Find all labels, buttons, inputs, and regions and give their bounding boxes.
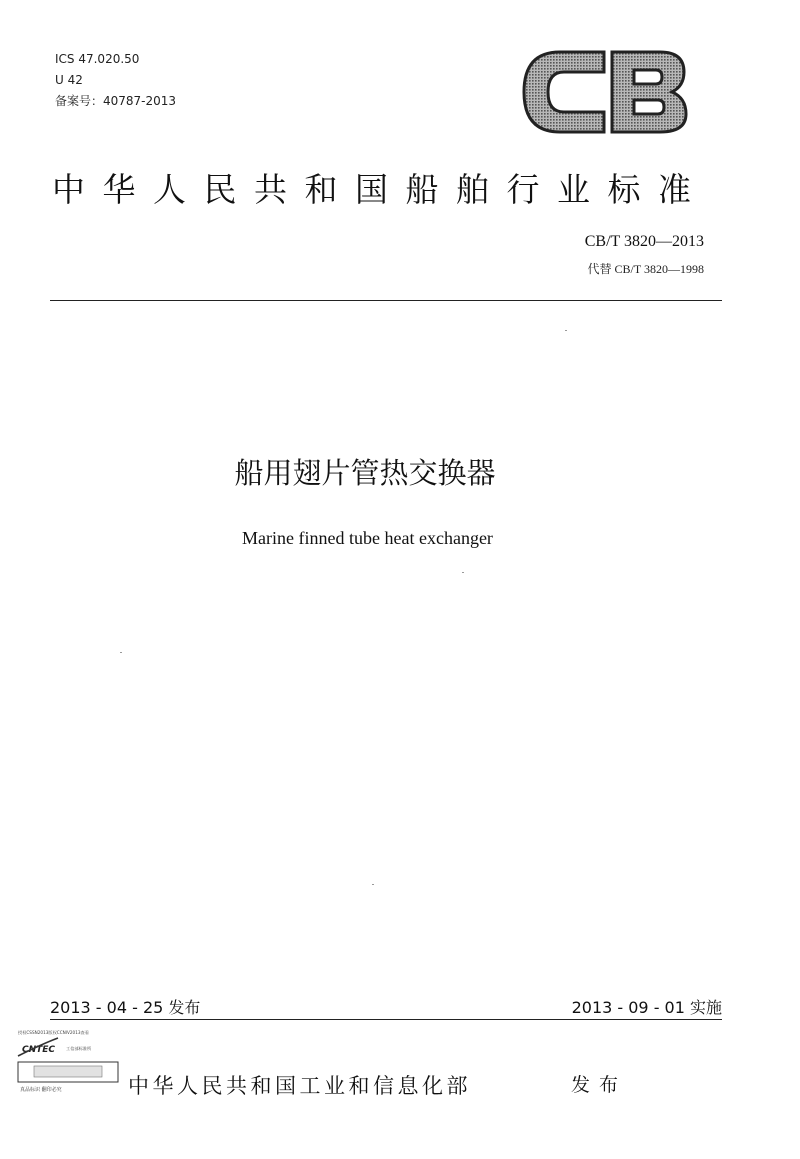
top-divider: [50, 300, 722, 301]
logo-letter-c: [524, 52, 604, 132]
scan-speck: [462, 572, 464, 573]
bottom-divider: [50, 1019, 722, 1020]
stamp-sub-line: 工信部标准所: [66, 1046, 92, 1051]
scan-speck: [120, 652, 122, 653]
standard-number: CB/T 3820—2013: [584, 233, 704, 250]
organization-title: 中华人民共和国船舶行业标准: [52, 170, 709, 209]
scan-speck: [565, 330, 567, 331]
filing-number: 备案号：40787-2013: [55, 94, 177, 108]
replaces-note: 代替 CB/T 3820—1998: [587, 262, 704, 276]
publisher: 中华人民共和国工业和信息化部: [128, 1074, 471, 1098]
stamp-brand: CNTEC: [22, 1045, 56, 1055]
document-title-zh: 船用翅片管热交换器: [234, 456, 496, 490]
stamp-top-line: 授权CSSN2013版权CCNIV2013查看: [18, 1030, 89, 1035]
issue-date: 2013 - 04 - 25 发布: [50, 998, 201, 1017]
ics-code: ICS 47.020.50: [55, 52, 140, 66]
stamp-bottom-line: 真品标识 翻印必究: [20, 1087, 62, 1093]
logo-letter-b: [612, 52, 686, 132]
cb-logo: [520, 44, 690, 140]
effective-date: 2013 - 09 - 01 实施: [571, 998, 722, 1017]
document-title-en: Marine finned tube heat exchanger: [242, 528, 493, 548]
scan-speck: [372, 884, 374, 885]
anti-counterfeit-stamp: [14, 1026, 126, 1098]
ccs-code: U 42: [55, 73, 83, 87]
publish-label: 发布: [571, 1074, 628, 1096]
